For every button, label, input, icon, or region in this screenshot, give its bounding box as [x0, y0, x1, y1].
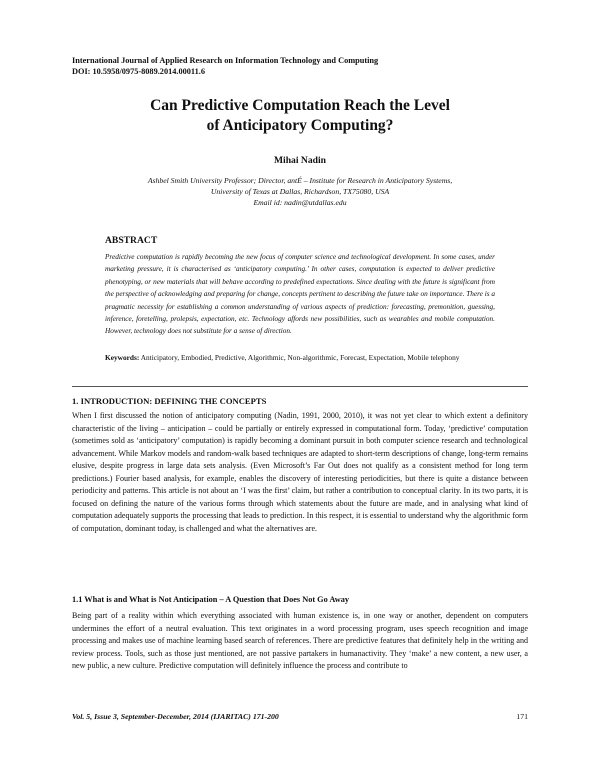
section-1-heading: 1. INTRODUCTION: DEFINING THE CONCEPTS — [72, 396, 267, 406]
author-email: Email id: nadin@utdallas.edu — [253, 198, 347, 207]
affiliation-line-2: University of Texas at Dallas, Richardson, TX75080, USA — [210, 187, 390, 196]
affiliation-line-1: Ashbel Smith University Professor; Director, antÉ – Institute for Research in Anticipatory Systems, — [147, 176, 453, 185]
section-1-text: When I first discussed the notion of anticipatory computing (Nadin, 1991, 2000, 2010), it was not yet clear to which extent a definitory characteristic of the living – anticipation – could be partially or entirely expressed in computational form. Today, ‘predictive’ computation (sometimes sold as ‘anticipatory’ computation) is rapidly becoming a dominant pursuit in both computer science research and technological advancement. While Markov models and random-walk based techniques are adapted to short-term descriptions of change, long-term remains elusive, despite progress in large data sets analysis. (Even Microsoft’s Far Out does not qualify as a consistent method for long term predictions.) Fourier based analysis, for example, enables the discovery of interesting periodicities, but there is quite a distance between periodicity and patterns. This article is not about an ‘I was the first’ claim, but rather a contribution to conceptual clarity. In its two parts, it is focused on defining the nature of the various forms through which statements about the future are made, and in analysing what kind of computation adequately supports the processing that leads to prediction. In this respect, it is essential to understand why the algorithmic form of computation, dominant today, is challenged and what the alternatives are. — [72, 411, 528, 533]
keywords-text: Anticipatory, Embodied, Predictive, Algorithmic, Non-algorithmic, Forecast, Expectation, Mobile telephony — [139, 353, 460, 362]
keywords — [105, 352, 495, 363]
title-line-2: of Anticipatory Computing? — [206, 117, 394, 134]
keywords-label: Keywords: — [105, 353, 140, 362]
journal-name: International Journal of Applied Research on Information Technology and Computing — [72, 56, 379, 65]
doi: DOI: 10.5958/0975-8089.2014.00011.6 — [72, 67, 205, 76]
section-1-1-text: Being part of a reality within which everything associated with human existence is, in one way or another, dependent on computers undermines the effort of a neutral evaluation. This text originates in a word processing program, uses speech recognition and image processing and makes use of machine learning based search of references. There are predictive features that definitely help in the writing and review process. Tools, such as those just mentioned, are not passive partakers in humanactivity. They ‘make’ a new content, a new user, a new public, a new culture. Predictive computation will definitely influence the process and contribute to — [72, 611, 528, 670]
footer-citation: Vol. 5, Issue 3, September-December, 2014 (IJARITAC) 171-200 — [72, 712, 279, 721]
author-name: Mihai Nadin — [274, 155, 326, 166]
journal-header — [72, 55, 532, 77]
paper-title — [72, 96, 528, 136]
title-line-1: Can Predictive Computation Reach the Level — [150, 97, 450, 114]
section-1-1-heading: 1.1 What is and What is Not Anticipation – A Question that Does Not Go Away — [72, 595, 350, 604]
section-divider — [72, 386, 528, 387]
author-affiliation — [72, 175, 528, 208]
abstract-heading: ABSTRACT — [105, 235, 158, 246]
abstract-text: Predictive computation is rapidly becoming the new focus of computer science and technological development. In some cases, under marketing pressure, it is characterised as ‘anticipatory computing.’ In other cases, computation is expected to deliver predictive phenotyping, or new materials that will behave according to predefined expectations. Since dealing with the future is significant from the perspective of acknowledging and preparing for change, concepts pertinent to describing the future take on importance. There is a pragmatic necessity for establishing a common understanding of various aspects of prediction: forecasting, premonition, guessing, inference, foretelling, prolepsis, expectation, etc. Technology affords new possibilities, such as wearables and mobile computation. However, technology does not substitute for a sense of direction. — [105, 253, 495, 336]
page-number: 171 — [516, 712, 528, 721]
